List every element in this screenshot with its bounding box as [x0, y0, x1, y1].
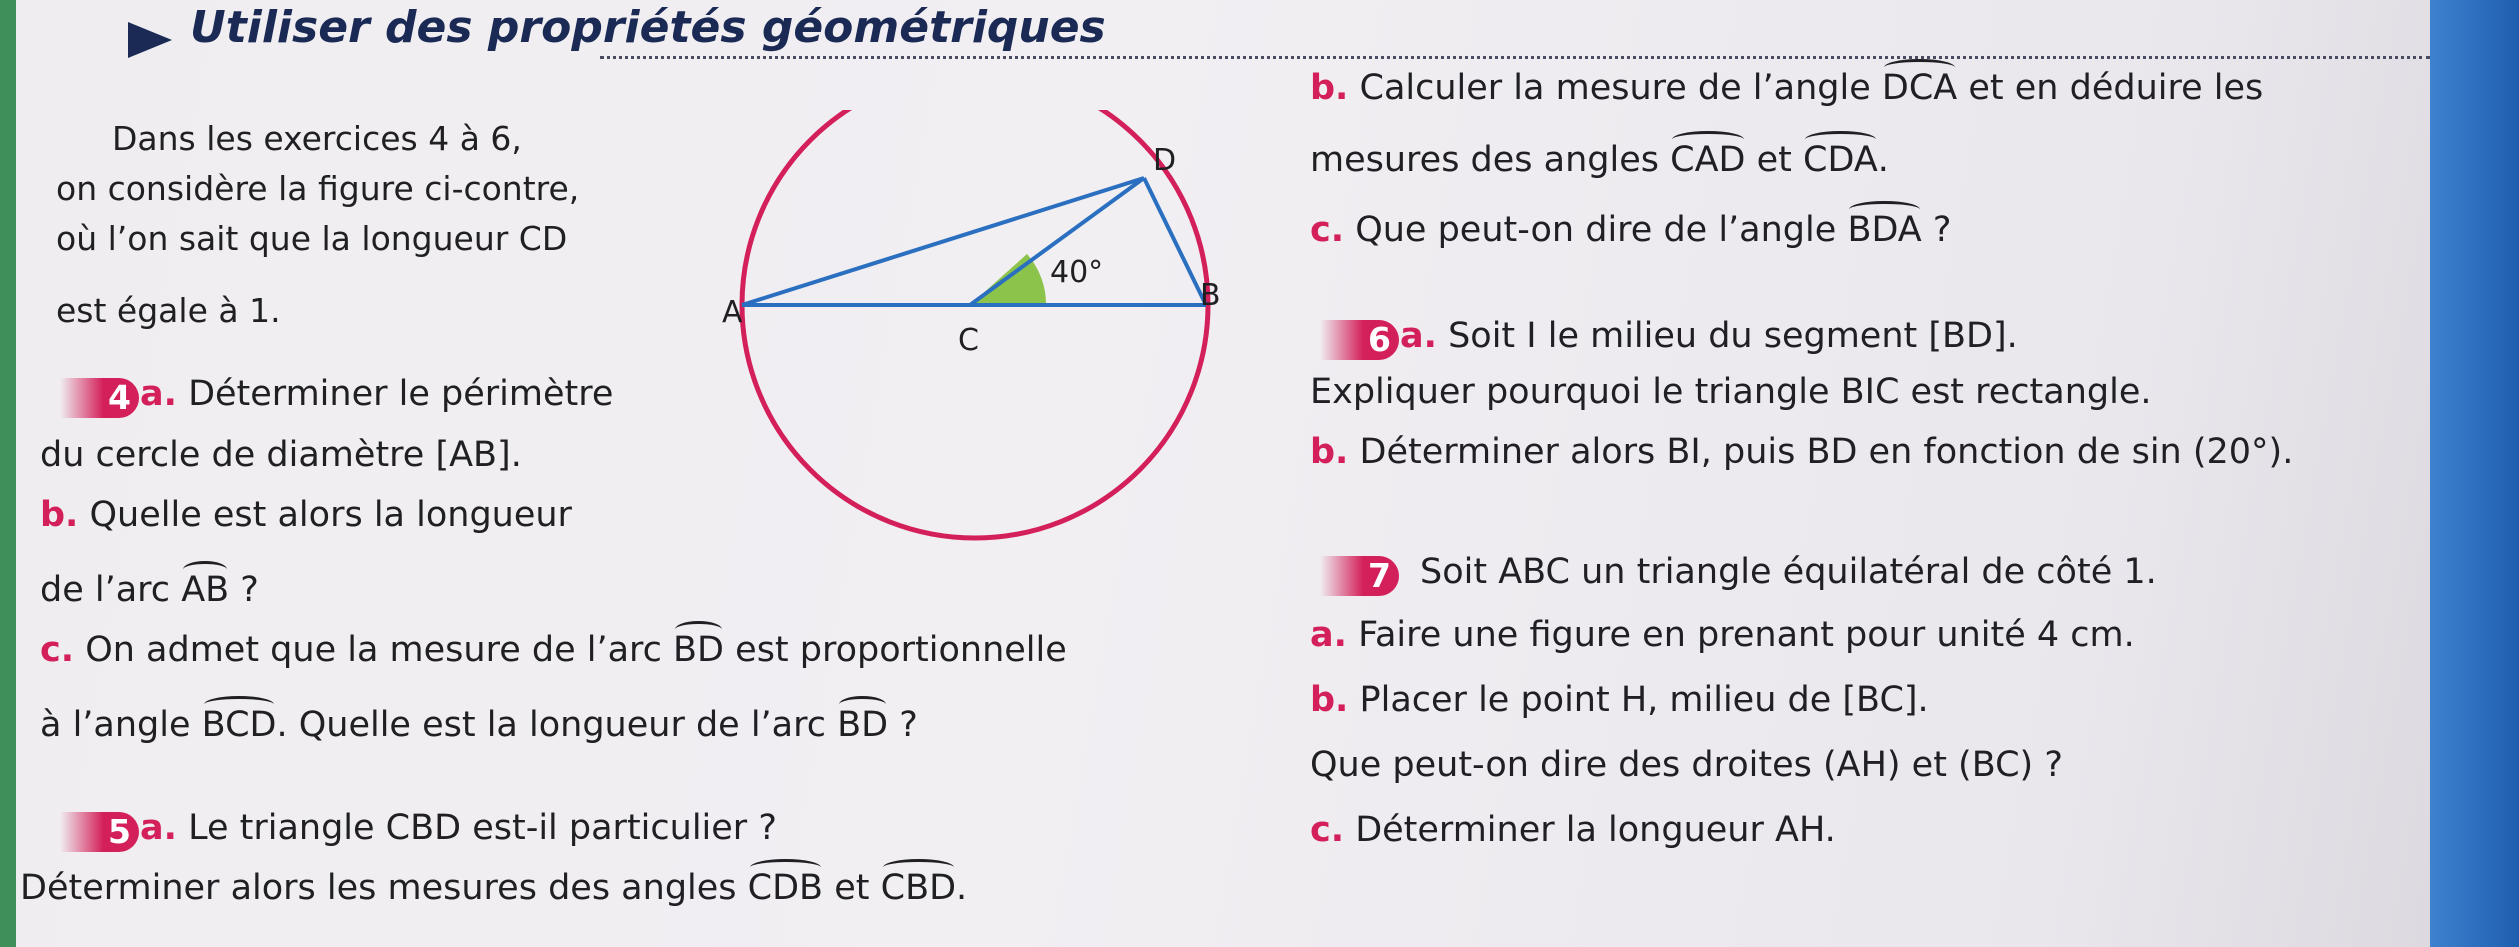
angle-CBD: CBD [880, 868, 957, 908]
ex5-a2-mid: et [834, 868, 870, 908]
arc-BD: BD [673, 630, 725, 670]
ex6-b [1310, 432, 2293, 472]
exercise-7-number: 7 [1320, 556, 1399, 596]
ex7-c [1310, 810, 1836, 850]
point-B-label: B [1200, 278, 1221, 313]
angle-BDA: BDA [1847, 210, 1922, 250]
angle-CDB: CDB [747, 868, 824, 908]
ex5-a-label: a. [140, 808, 177, 848]
ex4-c2-post: ? [899, 705, 918, 745]
section-arrow-icon [128, 22, 172, 58]
ex5-a2-pre: Déterminer alors les mesures des angles [20, 868, 737, 908]
angle-DCA: DCA [1881, 68, 1958, 108]
ex7-b [1310, 680, 1929, 720]
point-A-label: A [722, 295, 743, 330]
ex4-c-post: est proportionnelle [735, 630, 1067, 670]
ex4-c-line2 [40, 705, 918, 745]
ex7-b-text: Placer le point H, milieu de [BC]. [1359, 680, 1929, 720]
ex7-b-line2: Que peut-on dire des droites (AH) et (BC) ? [1310, 745, 2063, 785]
ex7-intro: Soit ABC un triangle équilatéral de côté 1. [1420, 552, 2157, 592]
ex5-a-line2 [20, 868, 967, 908]
ex6-a-line2: Expliquer pourquoi le triangle BIC est rectangle. [1310, 372, 2152, 412]
right-b2-mid: et [1756, 140, 1792, 180]
ex4-a-line2: du cercle de diamètre [AB]. [40, 435, 522, 475]
exercise-5-number: 5 [60, 812, 139, 852]
right-b2-post: . [1877, 140, 1889, 180]
ex4-a-text: Déterminer le périmètre [188, 374, 614, 414]
arc-BD-2: BD [837, 705, 889, 745]
point-C-label: C [958, 323, 979, 358]
ex6-b-text: Déterminer alors BI, puis BD en fonction de sin (20°). [1359, 432, 2294, 472]
right-b-pre: Calculer la mesure de l’angle [1359, 68, 1871, 108]
intro-line-1: Dans les exercices 4 à 6, [112, 119, 522, 158]
right-b-post: et en déduire les [1968, 68, 2264, 108]
right-c-label: c. [1310, 210, 1345, 250]
ex4-c2-mid: . Quelle est la longueur de l’arc [276, 705, 826, 745]
angle-BCD: BCD [201, 705, 277, 745]
section-title: Utiliser des propriétés géométriques [190, 2, 1106, 53]
right-b [1310, 68, 2263, 108]
intro-line-2: on considère la figure ci-contre, [56, 169, 580, 208]
ex4-b-line2 [40, 570, 259, 610]
ex5-a-text: Le triangle CBD est-il particulier ? [188, 808, 777, 848]
book-cover-edge [2430, 0, 2519, 947]
ex6-b-label: b. [1310, 432, 1349, 472]
ex7-c-text: Déterminer la longueur AH. [1355, 810, 1836, 850]
point-D-label: D [1153, 143, 1177, 178]
ex4-b-label: b. [40, 495, 79, 535]
ex4-c [40, 630, 1067, 670]
ex4-c-label: c. [40, 630, 75, 670]
ex5-a [140, 808, 777, 848]
intro-line-4: est égale à 1. [56, 291, 281, 330]
ex6-a-label: a. [1400, 316, 1437, 356]
ex7-b-label: b. [1310, 680, 1349, 720]
ex4-c-pre: On admet que la mesure de l’arc [85, 630, 662, 670]
intro-line-3: où l’on sait que la longueur CD [56, 219, 568, 258]
ex4-b-text: Quelle est alors la longueur [89, 495, 572, 535]
ex6-a-text: Soit I le milieu du segment [BD]. [1448, 316, 2018, 356]
ex4-a [140, 374, 613, 414]
ex7-a [1310, 615, 2135, 655]
ex7-c-label: c. [1310, 810, 1345, 850]
ex4-b-post: ? [240, 570, 259, 610]
page-edge-strip [0, 0, 16, 947]
ex5-a2-post: . [956, 868, 968, 908]
ex4-b-pre: de l’arc [40, 570, 171, 610]
ex7-a-label: a. [1310, 615, 1347, 655]
ex4-b [40, 495, 572, 535]
angle-label: 40° [1050, 255, 1104, 290]
ex4-a-label: a. [140, 374, 177, 414]
angle-CDA: CDA [1803, 140, 1878, 180]
right-b2-pre: mesures des angles [1310, 140, 1660, 180]
ex4-c2-pre: à l’angle [40, 705, 191, 745]
section-divider [600, 56, 2430, 59]
ex6-a [1400, 316, 2018, 356]
right-c-pre: Que peut-on dire de l’angle [1355, 210, 1837, 250]
arc-AB: AB [181, 570, 230, 610]
right-b-label: b. [1310, 68, 1349, 108]
right-c-post: ? [1932, 210, 1952, 250]
angle-CAD: CAD [1670, 140, 1746, 180]
ex7-a-text: Faire une figure en prenant pour unité 4 cm. [1358, 615, 2135, 655]
geometry-figure [680, 110, 1280, 580]
right-c [1310, 210, 1951, 250]
right-b-line2 [1310, 140, 1889, 180]
exercise-4-number: 4 [60, 378, 139, 418]
exercise-6-number: 6 [1320, 320, 1399, 360]
